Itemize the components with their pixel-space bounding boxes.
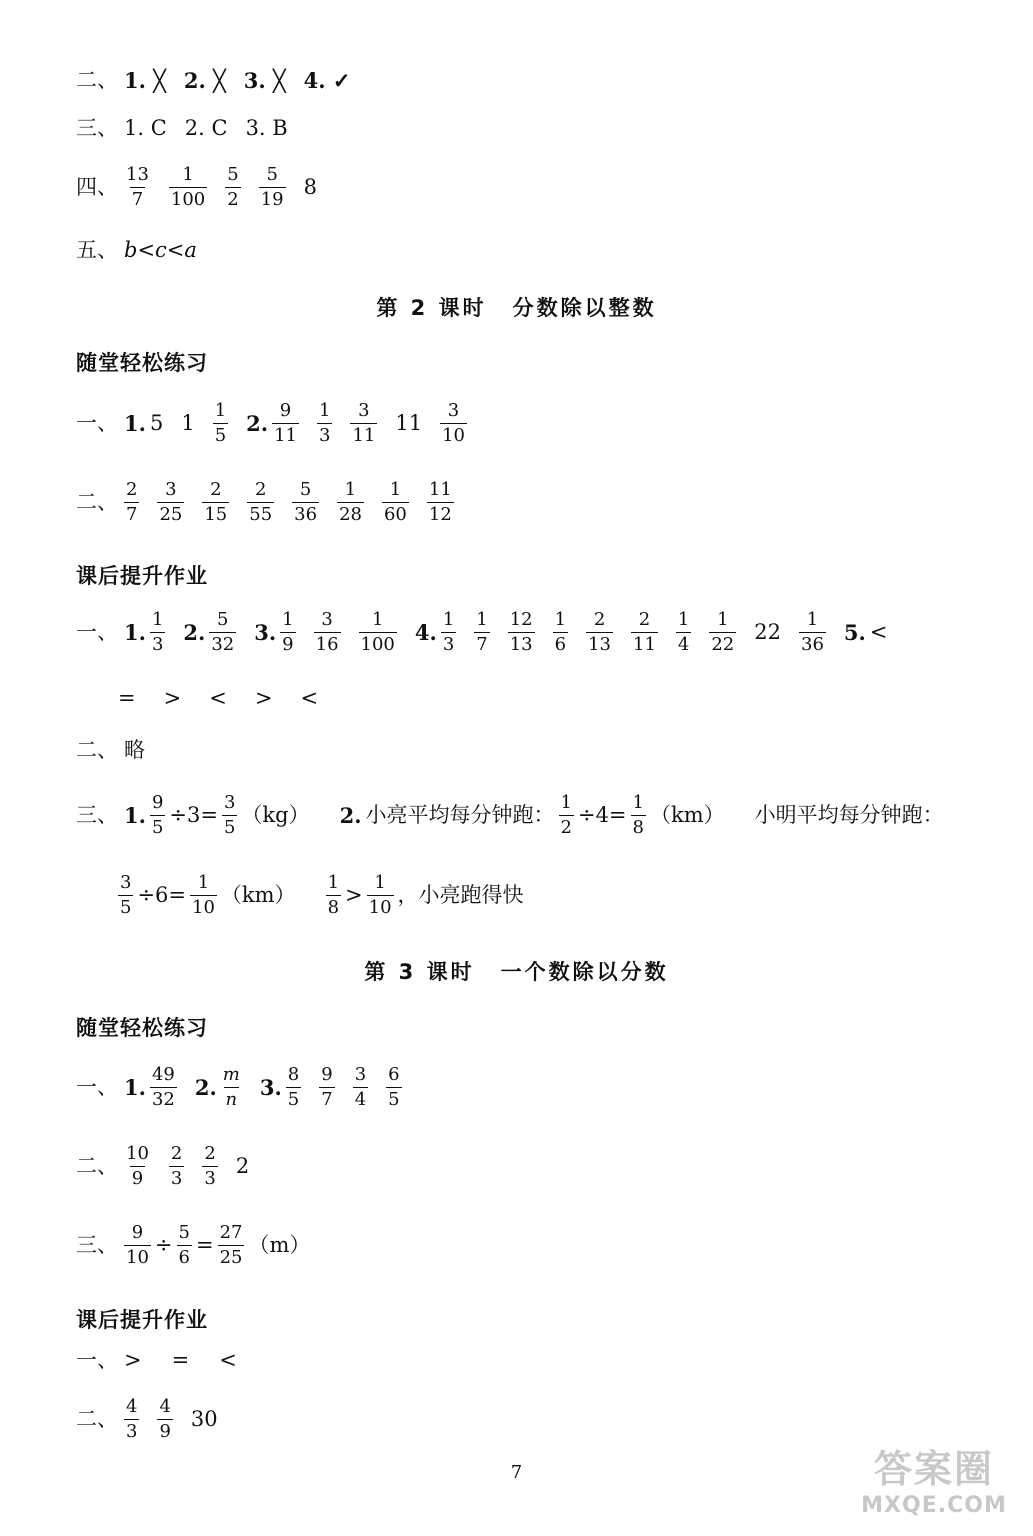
operator: ÷3= bbox=[169, 803, 218, 827]
answer-item: 1. ╳ bbox=[124, 68, 166, 93]
fraction: $\frac{5}{2}$ bbox=[227, 164, 239, 210]
answer-value: 5 bbox=[149, 411, 164, 435]
fraction: $\frac{8}{5}$ bbox=[287, 1064, 300, 1110]
comparison-sign: = bbox=[118, 686, 136, 710]
comparison-sign: < bbox=[209, 686, 227, 710]
item-label: 五、 bbox=[76, 238, 118, 262]
answer-text: ，小亮跑得快 bbox=[397, 883, 524, 907]
item-label: 三、 bbox=[76, 803, 118, 827]
lesson-number: 第 2 课时 bbox=[376, 296, 487, 320]
section-title: 随堂轻松练习 bbox=[76, 351, 208, 375]
fraction: $\frac{2}{15}$ bbox=[204, 479, 228, 525]
unit: （km） bbox=[220, 883, 296, 907]
fraction: $\frac{11}{12}$ bbox=[428, 479, 452, 525]
operator: ÷6= bbox=[137, 883, 187, 907]
operator: > bbox=[345, 883, 363, 907]
fraction: $\frac{2}{13}$ bbox=[588, 609, 611, 655]
fraction: $\frac{1}{8}$ bbox=[632, 792, 644, 838]
fraction: $\frac{1}{3}$ bbox=[151, 609, 164, 655]
answer-line-l2h1-cont bbox=[118, 688, 993, 709]
fraction: $\frac{1}{100}$ bbox=[170, 164, 206, 210]
watermark-logo bbox=[849, 1438, 1019, 1528]
answer-line-l3q2 bbox=[76, 1145, 993, 1188]
section-title: 课后提升作业 bbox=[76, 564, 208, 588]
answer-line-l3h2 bbox=[76, 1398, 993, 1441]
lesson-number: 第 3 课时 bbox=[364, 960, 475, 984]
fraction: $\frac{1}{5}$ bbox=[214, 400, 227, 446]
answer-line-l2q2 bbox=[76, 481, 993, 524]
answer-text: 小亮平均每分钟跑： bbox=[365, 803, 555, 827]
fraction: $\frac{9}{10}$ bbox=[126, 1222, 149, 1268]
item-label: 四、 bbox=[76, 175, 118, 199]
fraction: $\frac{13}{7}$ bbox=[126, 164, 149, 210]
lesson-heading bbox=[0, 956, 1033, 986]
comparison-sign: < bbox=[300, 686, 319, 710]
question-number: 3. bbox=[259, 1075, 282, 1100]
fraction: $\frac{2}{11}$ bbox=[633, 609, 656, 655]
answer-line-san bbox=[76, 118, 993, 139]
unit: （km） bbox=[649, 803, 725, 827]
inequality: b<c<a bbox=[124, 238, 197, 262]
section-title: 课后提升作业 bbox=[76, 1308, 208, 1332]
operator: ÷ bbox=[154, 1233, 173, 1257]
answer-item: 3. B bbox=[245, 116, 288, 140]
fraction: $\frac{3}{4}$ bbox=[354, 1064, 367, 1110]
unit: （kg） bbox=[241, 803, 310, 827]
question-number: 5. bbox=[843, 620, 866, 645]
lesson-heading bbox=[0, 292, 1033, 322]
fraction: $\frac{2}{3}$ bbox=[204, 1143, 216, 1189]
answer-value: 2 bbox=[235, 1154, 250, 1178]
item-label: 三、 bbox=[76, 1233, 118, 1257]
item-label: 二、 bbox=[76, 490, 118, 514]
comparison-sign: = bbox=[171, 1348, 190, 1372]
answer-line-l2h2 bbox=[76, 740, 993, 761]
answer-item: 2. ╳ bbox=[183, 68, 226, 93]
question-number: 1. bbox=[124, 803, 146, 828]
fraction: $\frac{27}{25}$ bbox=[219, 1222, 243, 1268]
fraction: $\frac{49}{32}$ bbox=[151, 1064, 175, 1110]
item-label: 二、 bbox=[76, 1407, 118, 1431]
fraction: $\frac{3}{16}$ bbox=[315, 609, 339, 655]
question-number: 2. bbox=[194, 1075, 217, 1100]
fraction: $\frac{5}{32}$ bbox=[211, 609, 235, 655]
fraction: $\frac{1}{7}$ bbox=[476, 609, 488, 655]
fraction: $\frac{10}{9}$ bbox=[126, 1143, 149, 1189]
fraction: $\frac{6}{5}$ bbox=[388, 1064, 400, 1110]
item-label: 一、 bbox=[76, 620, 118, 644]
question-number: 1. bbox=[124, 1075, 146, 1100]
unit: （m） bbox=[248, 1233, 311, 1257]
fraction: $\frac{5}{6}$ bbox=[178, 1222, 190, 1268]
fraction: $\frac{1}{3}$ bbox=[318, 400, 331, 446]
answer-line-wu bbox=[76, 240, 993, 261]
fraction: $\frac{5}{19}$ bbox=[260, 164, 284, 210]
fraction: $\frac{1}{10}$ bbox=[192, 872, 215, 918]
fraction: $\frac{9}{5}$ bbox=[151, 792, 164, 838]
question-number: 3. bbox=[254, 620, 277, 645]
fraction: $\frac{1}{2}$ bbox=[560, 792, 572, 838]
answer-value: 1 bbox=[181, 411, 195, 435]
fraction: $\frac{12}{13}$ bbox=[509, 609, 533, 655]
question-number: 2. bbox=[183, 620, 206, 645]
answer-line-l2h3-cont bbox=[118, 874, 993, 917]
watermark-text: 答案圈 bbox=[873, 1447, 994, 1491]
fraction: $\frac{9}{7}$ bbox=[321, 1064, 333, 1110]
fraction: $\frac{3}{25}$ bbox=[159, 479, 183, 525]
comparison-sign: > bbox=[124, 1348, 142, 1372]
fraction: $\frac{1}{10}$ bbox=[368, 872, 392, 918]
fraction: $\frac{2}{55}$ bbox=[249, 479, 273, 525]
answer-item: 2. C bbox=[184, 116, 228, 140]
item-label: 二、 bbox=[76, 1154, 118, 1178]
answer-item: 3. ╳ bbox=[243, 68, 286, 93]
operator: = bbox=[195, 1233, 214, 1257]
lesson-title: 一个数除以分数 bbox=[500, 960, 669, 984]
answer-value: 11 bbox=[395, 411, 423, 435]
answer-item: 4. ✓ bbox=[303, 68, 351, 93]
fraction: $\frac{1}{100}$ bbox=[360, 609, 395, 655]
comparison-sign: < bbox=[869, 620, 888, 644]
item-label: 一、 bbox=[76, 1075, 118, 1099]
question-number: 1. bbox=[124, 411, 146, 436]
fraction: $\frac{4}{3}$ bbox=[126, 1396, 138, 1442]
answer-line-l3q3 bbox=[76, 1224, 993, 1267]
item-label: 二、 bbox=[76, 738, 118, 762]
answer-line-er bbox=[76, 70, 993, 91]
comparison-sign: > bbox=[163, 686, 182, 710]
question-number: 4. bbox=[414, 620, 437, 645]
answer-value: 8 bbox=[303, 175, 317, 199]
fraction: $\frac{1}{22}$ bbox=[711, 609, 735, 655]
fraction: $\frac{1}{9}$ bbox=[282, 609, 294, 655]
question-number: 2. bbox=[339, 803, 362, 828]
fraction: $\frac{3}{10}$ bbox=[442, 400, 465, 446]
watermark-url: MXQE.COM bbox=[861, 1493, 1007, 1518]
item-label: 三、 bbox=[76, 116, 118, 140]
comparison-sign: < bbox=[219, 1348, 237, 1372]
answer-value: 30 bbox=[190, 1407, 218, 1431]
item-label: 一、 bbox=[76, 411, 118, 435]
fraction: $\frac{3}{11}$ bbox=[352, 400, 376, 446]
fraction: $\frac{1}{28}$ bbox=[339, 479, 362, 525]
fraction: $\frac{1}{60}$ bbox=[383, 479, 407, 525]
lesson-title: 分数除以整数 bbox=[512, 296, 657, 320]
question-number: 2. bbox=[246, 411, 269, 436]
answer-value: 22 bbox=[754, 620, 781, 644]
fraction: $\frac{1}{36}$ bbox=[801, 609, 824, 655]
fraction: $\frac{4}{9}$ bbox=[159, 1396, 171, 1442]
fraction: $\frac{3}{5}$ bbox=[120, 872, 132, 918]
fraction: $\frac{3}{5}$ bbox=[223, 792, 236, 838]
page-number: 7 bbox=[510, 1462, 523, 1483]
question-number: 1. bbox=[124, 620, 146, 645]
fraction: $\frac{1}{8}$ bbox=[327, 872, 340, 918]
operator: ÷4= bbox=[577, 803, 627, 827]
fraction: $\frac{5}{36}$ bbox=[294, 479, 318, 525]
answer-line-l3h1 bbox=[76, 1350, 993, 1371]
fraction: $\frac{1}{3}$ bbox=[442, 609, 455, 655]
answer-text: 小明平均每分钟跑： bbox=[754, 803, 944, 827]
answer-line-si bbox=[76, 166, 993, 209]
answer-line-l2h1 bbox=[76, 611, 996, 654]
comparison-sign: > bbox=[254, 686, 273, 710]
section-title: 随堂轻松练习 bbox=[76, 1016, 208, 1040]
fraction: $\frac{2}{3}$ bbox=[170, 1143, 183, 1189]
answer-item: 1. C bbox=[124, 116, 167, 140]
fraction: $\frac{2}{7}$ bbox=[126, 479, 138, 525]
fraction: $\frac{9}{11}$ bbox=[274, 400, 297, 446]
answer-line-l2q1 bbox=[76, 402, 993, 445]
item-label: 一、 bbox=[76, 1348, 118, 1372]
answer-text: 略 bbox=[124, 738, 145, 762]
fraction: $\frac{1}{4}$ bbox=[677, 609, 690, 655]
fraction: $\frac{m}{n}$ bbox=[222, 1064, 240, 1110]
fraction: $\frac{1}{6}$ bbox=[554, 609, 567, 655]
answer-line-l2h3 bbox=[76, 794, 996, 837]
answer-line-l3q1 bbox=[76, 1066, 993, 1109]
item-label: 二、 bbox=[76, 68, 118, 92]
